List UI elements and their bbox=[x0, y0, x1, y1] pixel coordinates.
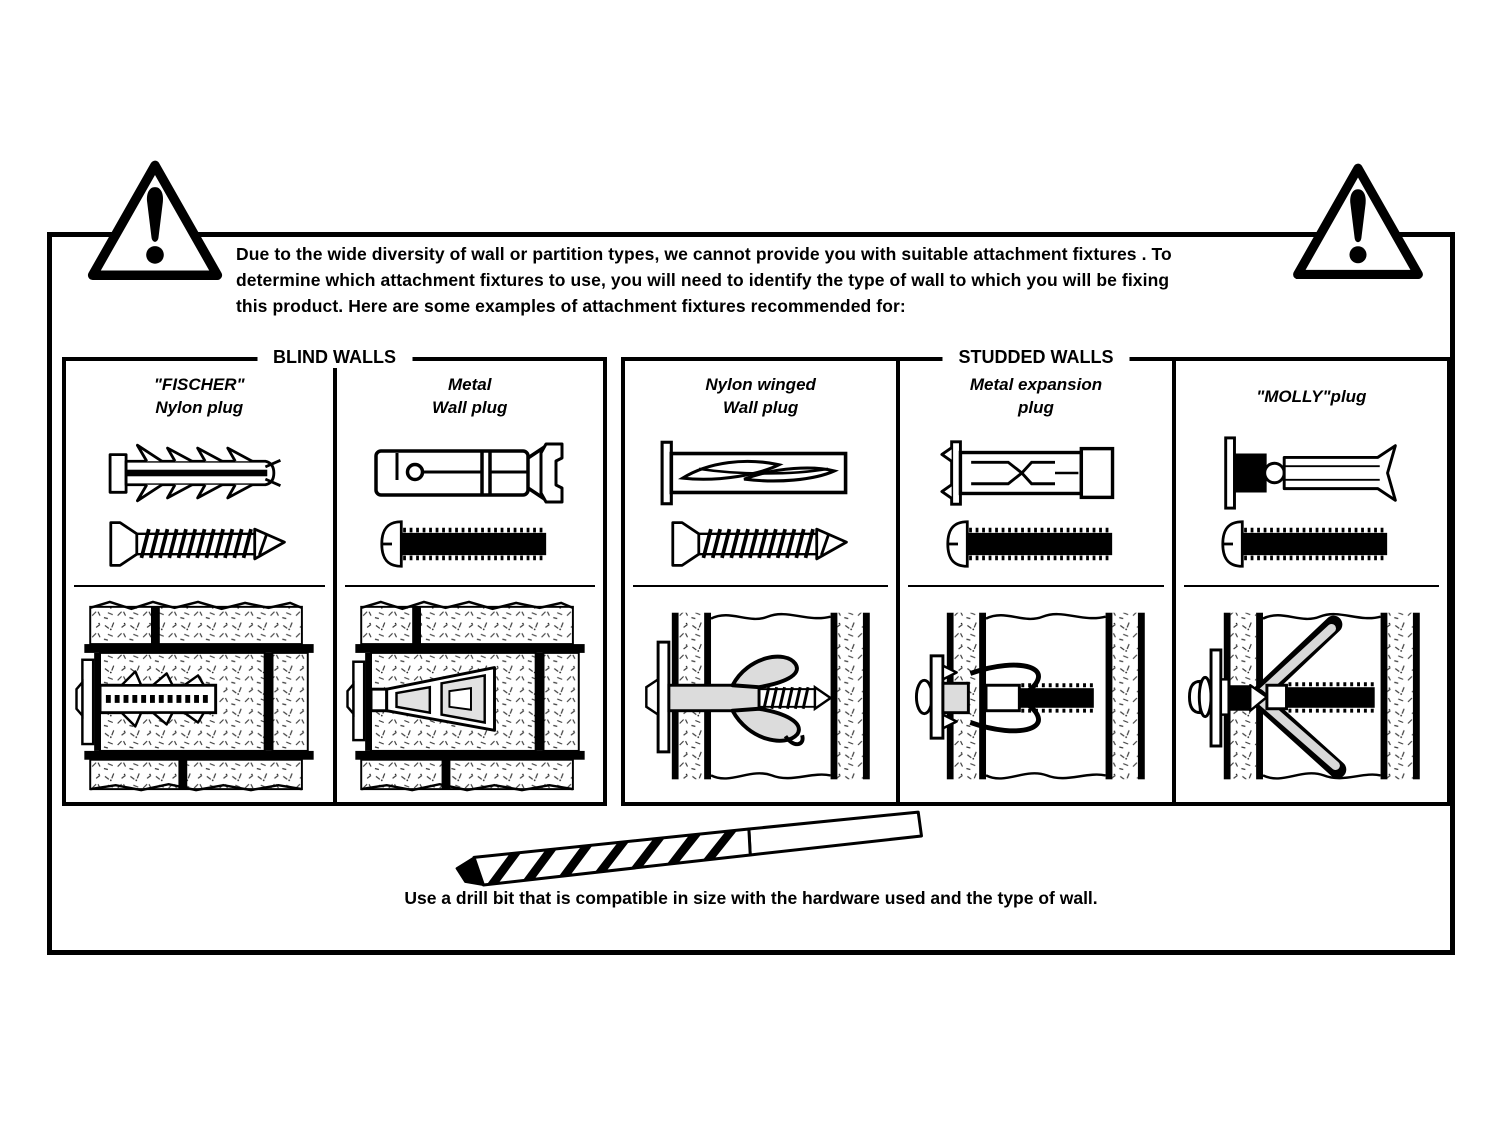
machine-screw-illustration bbox=[1211, 517, 1411, 571]
column-fischer-nylon-plug bbox=[66, 361, 337, 802]
section-title-studded-walls: STUDDED WALLS bbox=[943, 347, 1130, 368]
column-separator bbox=[908, 585, 1163, 587]
drill-bit-caption: Use a drill bit that is compatible in size with the hardware used and the type of wall. bbox=[404, 888, 1098, 908]
wood-screw-illustration bbox=[99, 517, 299, 571]
column-title: Metal Wall plug bbox=[432, 375, 508, 417]
column-separator bbox=[1184, 585, 1439, 587]
column-nylon-winged-plug bbox=[625, 361, 900, 802]
column-separator bbox=[345, 585, 596, 587]
nylon-winged-plug-cross-section bbox=[636, 599, 886, 795]
intro-line-2: determine which attachment fixtures to use, you will need to identify the type of wall to which you will be fixing bbox=[236, 270, 1170, 290]
intro-line-1: Due to the wide diversity of wall or partition types, we cannot provide you with suitable attachment fixtures . To bbox=[236, 244, 1172, 264]
wood-screw-illustration bbox=[661, 517, 861, 571]
warning-triangle-icon bbox=[85, 160, 225, 282]
column-title: "MOLLY"plug bbox=[1256, 386, 1367, 406]
machine-screw-illustration bbox=[370, 517, 570, 571]
section-title-blind-walls: BLIND WALLS bbox=[257, 347, 412, 368]
fischer-plug-wall-cross-section bbox=[74, 599, 324, 795]
metal-expansion-plug-cross-section bbox=[911, 599, 1161, 795]
molly-plug-illustration bbox=[1209, 433, 1414, 513]
metal-plug-wall-cross-section bbox=[345, 599, 595, 795]
fischer-nylon-plug-illustration bbox=[97, 433, 302, 513]
column-separator bbox=[74, 585, 325, 587]
machine-screw-illustration bbox=[936, 517, 1136, 571]
column-title: Nylon winged Wall plug bbox=[705, 375, 816, 417]
column-metal-wall-plug bbox=[337, 361, 604, 802]
metal-expansion-plug-illustration bbox=[933, 433, 1138, 513]
column-metal-expansion-plug bbox=[900, 361, 1175, 802]
metal-wall-plug-illustration bbox=[370, 433, 570, 513]
column-title: "FISCHER" Nylon plug bbox=[153, 375, 245, 417]
section-blind-walls bbox=[62, 347, 607, 806]
column-title: Metal expansion plug bbox=[969, 375, 1103, 417]
column-molly-plug bbox=[1176, 361, 1447, 802]
intro-line-3: this product. Here are some examples of attachment fixtures recommended for: bbox=[236, 296, 906, 316]
intro-paragraph bbox=[236, 241, 1321, 319]
column-separator bbox=[633, 585, 888, 587]
nylon-winged-plug-illustration bbox=[658, 433, 863, 513]
molly-plug-cross-section bbox=[1186, 599, 1436, 795]
section-studded-walls bbox=[621, 347, 1451, 806]
